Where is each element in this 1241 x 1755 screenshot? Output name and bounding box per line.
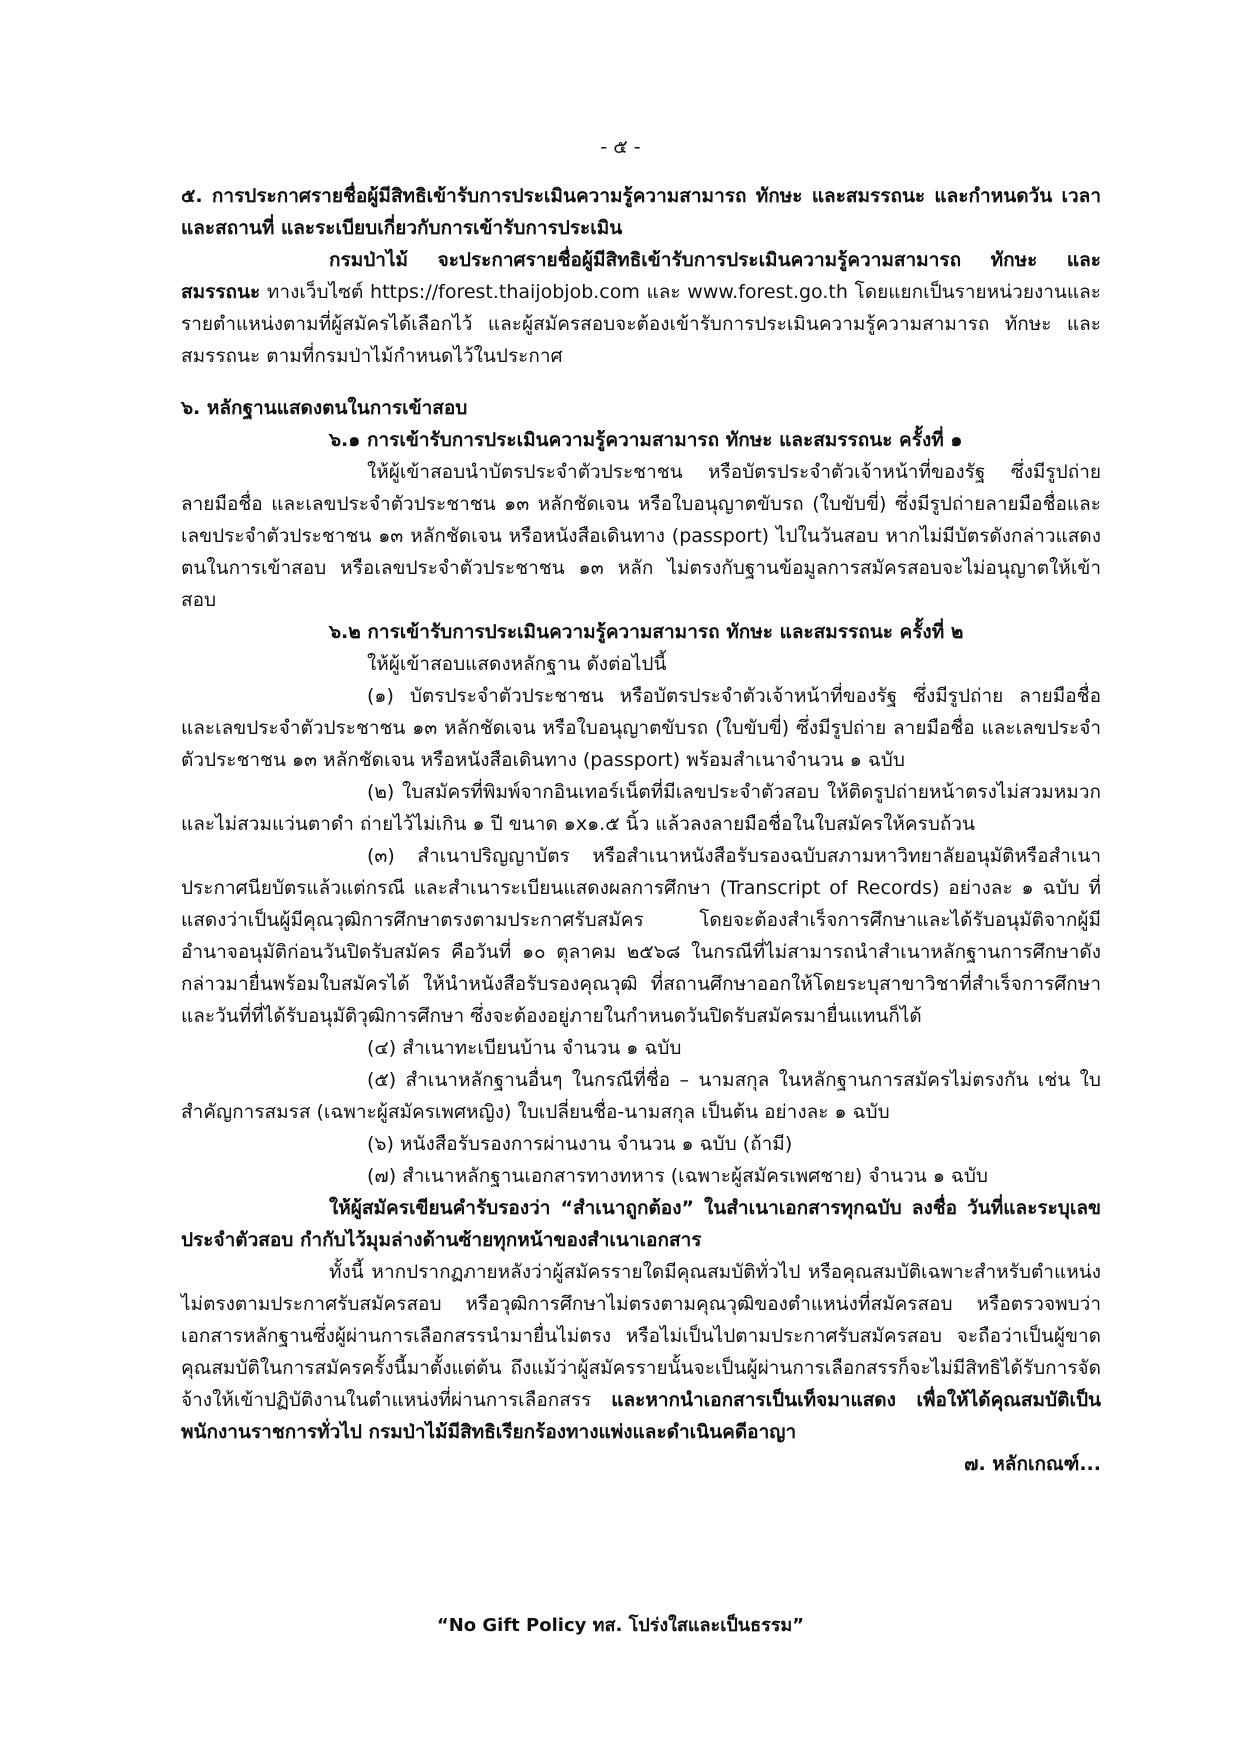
document-body: [181, 180, 1101, 1480]
section-6-2-intro: ให้ผู้เข้าสอบแสดงหลักฐาน ดังต่อไปนี้: [367, 653, 667, 675]
section-6-2-heading: ๖.๒ การเข้ารับการประเมินความรู้ความสามารถ ทักษะ และสมรรถนะ ครั้งที่ ๒: [329, 621, 964, 643]
list-item-1: (๑) บัตรประจำตัวประชาชน หรือบัตรประจำตัวเจ้าหน้าที่ของรัฐ ซึ่งมีรูปถ่าย ลายมือชื่อ และเลขประจำตัวประชาชน ๑๓ หลักชัดเจน หรือใบอนุญาตขับรถ (ใบขับขี่) ซึ่งมีรูปถ่าย ลายมือชื่อ และเลขประจำตัวประชาชน ๑๓ หลักชัดเจน หรือหนังสือเดินทาง (passport) พร้อมสำเนาจำนวน ๑ ฉบับ: [181, 685, 1101, 771]
section-6-1-body: ให้ผู้เข้าสอบนำบัตรประจำตัวประชาชน หรือบัตรประจำตัวเจ้าหน้าที่ของรัฐ ซึ่งมีรูปถ่ายลายมือชื่อ และเลขประจำตัวประชาชน ๑๓ หลักชัดเจน หรือใบอนุญาตขับรถ (ใบขับขี่) ซึ่งมีรูปถ่ายลายมือชื่อและเลขประจำตัวประชาชน ๑๓ หลักชัดเจน หรือหนังสือเดินทาง (passport) ไปในวันสอบ หากไม่มีบัตรดังกล่าวแสดงตนในการเข้าสอบ หรือเลขประจำตัวประชาชน ๑๓ หลัก ไม่ตรงกับฐานข้อมูลการสมัครสอบจะไม่อนุญาตให้เข้าสอบ: [181, 461, 1101, 611]
page-number: - ๕ -: [600, 136, 641, 158]
list-item-5: (๕) สำเนาหลักฐานอื่นๆ ในกรณีที่ชื่อ – นามสกุล ในหลักฐานการสมัครไม่ตรงกัน เช่น ใบสำคัญการสมรส (เฉพาะผู้สมัครเพศหญิง) ใบเปลี่ยนชื่อ-นามสกุล เป็นต้น อย่างละ ๑ ฉบับ: [181, 1069, 1101, 1123]
section-6-1-heading: ๖.๑ การเข้ารับการประเมินความรู้ความสามารถ ทักษะ และสมรรถนะ ครั้งที่ ๑: [329, 429, 963, 451]
section-5-body-text: ทางเว็บไซต์ https://forest.thaijobjob.com และ www.forest.go.th โดยแยกเป็นรายหน่วยงานและรายตำแหน่งตามที่ผู้สมัครได้เลือกไว้ และผู้สมัครสอบจะต้องเข้ารับการประเมินความรู้ความสามารถ ทักษะ และสมรรถนะ ตามที่กรมป่าไม้กำหนดไว้ในประกาศ: [181, 281, 1101, 367]
section-6-heading: ๖. หลักฐานแสดงตนในการเข้าสอบ: [181, 397, 468, 419]
certify-note: ให้ผู้สมัครเขียนคำรับรองว่า “สำเนาถูกต้อง” ในสำเนาเอกสารทุกฉบับ ลงชื่อ วันที่และระบุเลขประจำตัวสอบ กำกับไว้มุมล่างด้านซ้ายทุกหน้าของสำเนาเอกสาร: [181, 1197, 1101, 1251]
closing-bold-text: และหากนำเอกสารเป็นเท็จมาแสดง เพื่อให้ได้คุณสมบัติเป็นพนักงานราชการทั่วไป กรมป่าไม้มีสิทธิเรียกร้องทางแพ่งและดำเนินคดีอาญา: [181, 1389, 1101, 1443]
closing-text: ทั้งนี้ หากปรากฏภายหลังว่าผู้สมัครรายใดมีคุณสมบัติทั่วไป หรือคุณสมบัติเฉพาะสำหรับตำแหน่งไม่ตรงตามประกาศรับสมัครสอบ หรือวุฒิการศึกษาไม่ตรงตามคุณวุฒิของตำแหน่งที่สมัครสอบ หรือตรวจพบว่าเอกสารหลักฐานซึ่งผู้ผ่านการเลือกสรรนำมายื่นไม่ตรง หรือไม่เป็นไปตามประกาศรับสมัครสอบ จะถือว่าเป็นผู้ขาดคุณสมบัติในการสมัครครั้งนี้มาตั้งแต่ต้น ถึงแม้ว่าผู้สมัครรายนั้นจะเป็นผู้ผ่านการเลือกสรรก็จะไม่มีสิทธิได้รับการจัดจ้างให้เข้าปฏิบัติงานในตำแหน่งที่ผ่านการเลือกสรร: [181, 1261, 1101, 1411]
footer-slogan: “No Gift Policy ทส. โปร่งใสและเป็นธรรม”: [436, 1615, 805, 1636]
continuation-note: ๗. หลักเกณฑ์...: [964, 1453, 1101, 1475]
list-item-7: (๗) สำเนาหลักฐานเอกสารทางทหาร (เฉพาะผู้สมัครเพศชาย) จำนวน ๑ ฉบับ: [367, 1165, 988, 1187]
list-item-4: (๔) สำเนาทะเบียนบ้าน จำนวน ๑ ฉบับ: [367, 1037, 682, 1059]
closing-paragraph: [181, 1256, 1101, 1448]
section-5-heading: ๕. การประกาศรายชื่อผู้มีสิทธิเข้ารับการประเมินความรู้ความสามารถ ทักษะ และสมรรถนะ และกำหนดวัน เวลา และสถานที่ และระเบียบเกี่ยวกับการเข้ารับการประเมิน: [181, 185, 1101, 239]
list-item-3: (๓) สำเนาปริญญาบัตร หรือสำเนาหนังสือรับรองฉบับสภามหาวิทยาลัยอนุมัติหรือสำเนาประกาศนียบัตรแล้วแต่กรณี และสำเนาระเบียนแสดงผลการศึกษา (Transcript of Records) อย่างละ ๑ ฉบับ ที่แสดงว่าเป็นผู้มีคุณวุฒิการศึกษาตรงตามประกาศรับสมัคร โดยจะต้องสำเร็จการศึกษาและได้รับอนุมัติจากผู้มีอำนาจอนุมัติก่อนวันปิดรับสมัคร คือวันที่ ๑๐ ตุลาคม ๒๕๖๘ ในกรณีที่ไม่สามารถนำสำเนาหลักฐานการศึกษาดังกล่าวมายื่นพร้อมใบสมัครได้ ให้นำหนังสือรับรองคุณวุฒิ ที่สถานศึกษาออกให้โดยระบุสาขาวิชาที่สำเร็จการศึกษา และวันที่ที่ได้รับอนุมัติวุฒิการศึกษา ซึ่งจะต้องอยู่ภายในกำหนดวันปิดรับสมัครมายื่นแทนก็ได้: [181, 845, 1101, 1027]
section-5-body-lead: กรมป่าไม้ จะประกาศรายชื่อผู้มีสิทธิเข้ารับการประเมินความรู้ความสามารถ ทักษะ และสมรรถนะ: [181, 249, 1101, 303]
list-item-2: (๒) ใบสมัครที่พิมพ์จากอินเทอร์เน็ตที่มีเลขประจำตัวสอบ ให้ติดรูปถ่ายหน้าตรงไม่สวมหมวก และไม่สวมแว่นตาดำ ถ่ายไว้ไม่เกิน ๑ ปี ขนาด ๑x๑.๕ นิ้ว แล้วลงลายมือชื่อในใบสมัครให้ครบถ้วน: [181, 781, 1101, 835]
list-item-6: (๖) หนังสือรับรองการผ่านงาน จำนวน ๑ ฉบับ (ถ้ามี): [367, 1133, 793, 1155]
section-5-body: [181, 244, 1101, 372]
